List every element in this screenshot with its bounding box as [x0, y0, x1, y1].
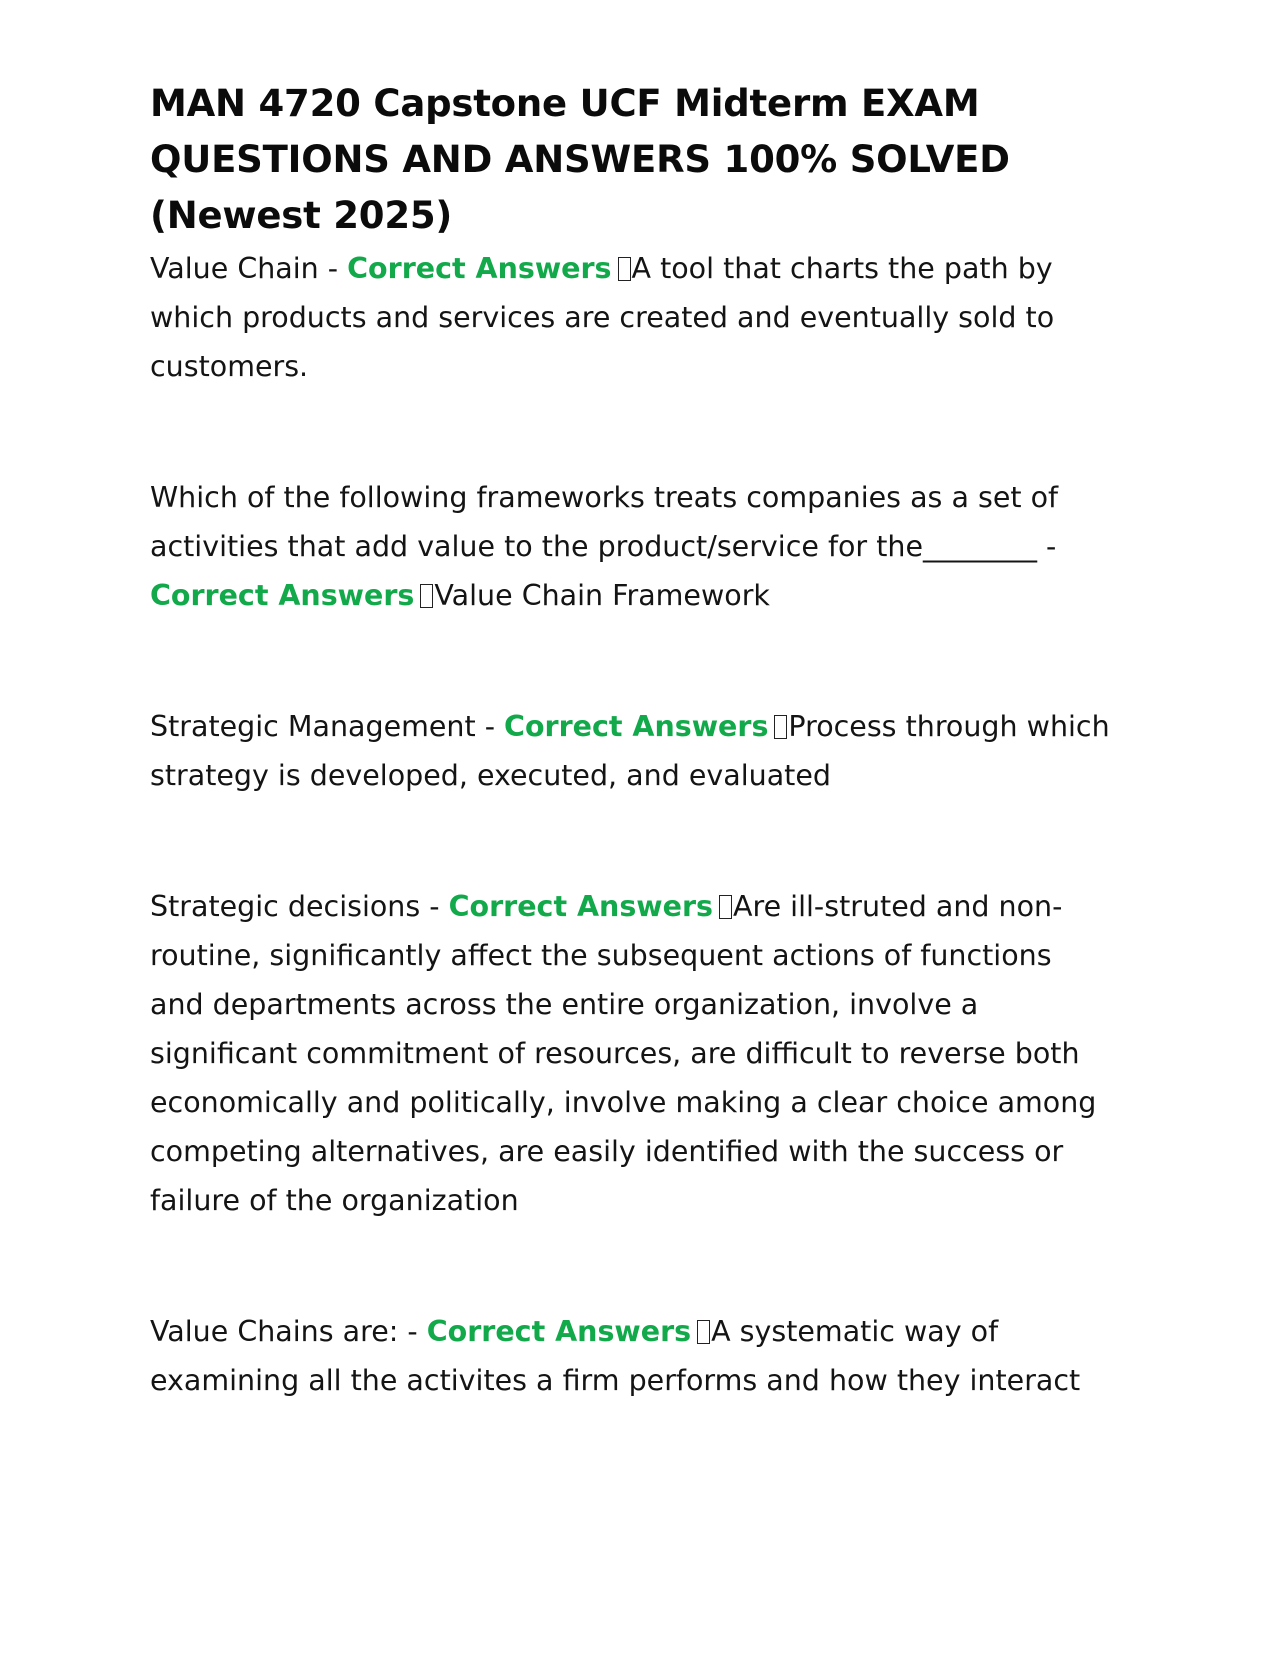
correct-answers-label: Correct Answers [347, 252, 612, 285]
missing-glyph-icon [618, 257, 631, 281]
qa-item [150, 1307, 1110, 1405]
question-text: Strategic Management - [150, 710, 505, 743]
missing-glyph-icon [697, 1320, 710, 1344]
missing-glyph-icon [420, 584, 433, 608]
question-text: Strategic decisions - [150, 890, 449, 923]
correct-answers-label: Correct Answers [426, 1315, 692, 1348]
question-text: Which of the following frameworks treats companies as a set of activities that add value to the product/service for the________ - [150, 481, 1059, 563]
answer-text: A tool that charts the path by which products and services are created and eventually sold to customers. [150, 252, 1055, 383]
document-title: MAN 4720 Capstone UCF Midterm EXAM QUESTIONS AND ANSWERS 100% SOLVED (Newest 2025) [150, 82, 1010, 237]
answer-text: Are ill-struted and non-routine, significantly affect the subsequent actions of functions and departments across the entire organization, involve a significant commitment of resources, are difficult to reverse both economically and politically, involve making a clear choice among competing alternatives, are easily identified with the success or failure of the organization [150, 890, 1097, 1217]
qa-item [150, 702, 1110, 800]
missing-glyph-icon [719, 895, 732, 919]
question-text: Value Chains are: - [150, 1315, 427, 1348]
question-text: Value Chain - [150, 252, 348, 285]
document-content [150, 76, 1110, 1405]
answer-text: Value Chain Framework [434, 579, 770, 612]
qa-item [150, 244, 1110, 391]
answer-text: A systematic way of examining all the activites a firm performs and how they interact [150, 1315, 1081, 1397]
correct-answers-label: Correct Answers [504, 710, 769, 743]
qa-item [150, 473, 1110, 620]
missing-glyph-icon [774, 715, 787, 739]
qa-item [150, 882, 1110, 1225]
answer-text: Process through which strategy is developed, executed, and evaluated [150, 710, 1110, 792]
correct-answers-label: Correct Answers [150, 579, 415, 612]
correct-answers-label: Correct Answers [448, 890, 713, 923]
